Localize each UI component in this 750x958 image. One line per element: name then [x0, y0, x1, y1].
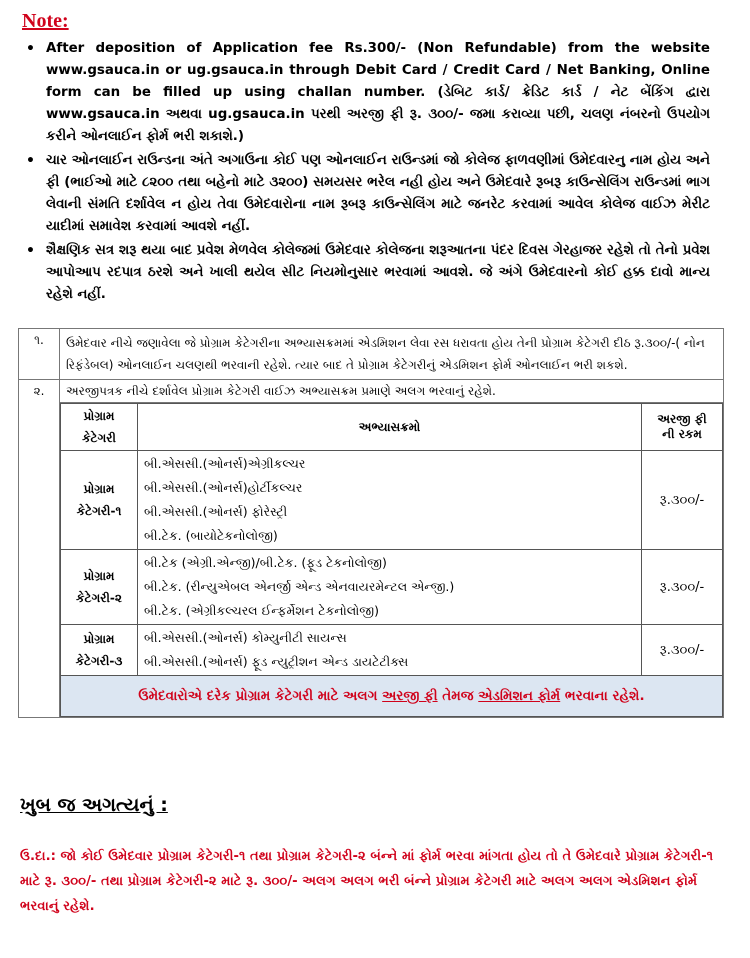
footer-banner — [61, 676, 723, 717]
footer-underlined-fee: અરજી ફી — [382, 688, 438, 704]
header-category-line1: પ્રોગ્રામ — [83, 409, 115, 423]
course-item: બી.ટેક. (એગ્રીકલ્ચરલ ઈન્ફર્મેશન ટેકનોલોજી) — [144, 603, 380, 618]
course-item: બી.એસસી.(ઓનર્સ) ફૂડ ન્યુટ્રીશન એન્ડ ડાયટેટીક્સ — [144, 654, 409, 669]
note-bullet — [20, 240, 710, 306]
table-row — [61, 550, 723, 625]
category-label — [61, 451, 138, 550]
category-table-cell — [60, 403, 724, 718]
category-line2: કેટેગરી-૧ — [76, 504, 122, 518]
fee-value: રૂ.૩૦૦/- — [642, 451, 723, 550]
category-line1: પ્રોગ્રામ — [83, 569, 115, 583]
important-heading: ખુબ જ અગત્યનું : — [20, 794, 168, 816]
category-label — [61, 625, 138, 676]
course-item: બી.ટેક. (બાયોટેકનોલોજી) — [144, 528, 278, 543]
footer-underlined-form: એડમિશન ફોર્મ — [478, 688, 561, 704]
bullet-icon: • — [26, 153, 35, 169]
bullet-icon: • — [26, 41, 35, 57]
course-item: બી.ટેક (એગ્રી.એન્જી)/બી.ટેક. (ફૂડ ટેકનોલોજી) — [144, 555, 387, 570]
instruction-row — [19, 329, 724, 380]
row-number: ૧. — [19, 329, 60, 380]
header-category-line2: કેટેગરી — [82, 431, 116, 445]
important-example: ઉ.દા.: જો કોઈ ઉમેદવાર પ્રોગ્રામ કેટેગરી-૧ તથા પ્રોગ્રામ કેટેગરી-૨ બંન્ને માં ફોર્મ ભરવા માંગતા હોય તો તે ઉમેદવારે પ્રોગ્રામ કેટેગરી-૧ માટે રૂ. ૩૦૦/- તથા પ્રોગ્રામ કેટેગરી-૨ માટે રૂ. ૩૦૦/- અલગ અલગ ભરી બંન્ને પ્રોગ્રામ કેટેગરી માટે અલગ અલગ એડમિશન ફોર્મ ભરવાનું રહેશે. — [20, 849, 714, 914]
course-list — [138, 550, 642, 625]
header-category — [61, 404, 138, 451]
course-list — [138, 451, 642, 550]
header-fee-line2: ની રકમ — [662, 427, 702, 441]
category-line2: કેટેગરી-૨ — [76, 591, 122, 605]
fee-value: રૂ.૩૦૦/- — [642, 550, 723, 625]
course-item: બી.એસસી.(ઓનર્સ)એગ્રીકલ્ચર — [144, 456, 306, 471]
row-text: અરજીપત્રક નીચે દર્શાવેલ પ્રોગ્રામ કેટેગરી વાઈઝ અભ્યાસક્રમ પ્રમાણે અલગ ભરવાનું રહેશે. — [60, 380, 724, 403]
course-item: બી.એસસી.(ઓનર્સ) કોમ્યુનીટી સાયન્સ — [144, 630, 347, 645]
category-fee-table — [60, 403, 723, 717]
note-bullet — [20, 38, 710, 148]
table-header-row — [61, 404, 723, 451]
note-bullet-text: After deposition of Application fee Rs.300/- (Non Refundable) from the website www.gsauca.in or ug.gsauca.in through Debit Card / Credit Card / Net Banking, Online form can be filled up using challan number. (ડેબિટ કાર્ડ/ ક્રેડિટ કાર્ડ / નેટ બેંકિંગ દ્વારા www.gsauca.in અથવા ug.gsauca.in પરથી અરજી ફી રૂ. ૩૦૦/- જમા કરાવ્યા પછી, ચલણ નંબરનો ઉપયોગ કરીને ઓનલાઈન ફોર્મ ભરી શકાશે.) — [46, 41, 710, 144]
category-table-row — [19, 403, 724, 718]
course-item: બી.એસસી.(ઓનર્સ) ફોરેસ્ટ્રી — [144, 504, 288, 519]
note-bullet — [20, 150, 710, 238]
footer-text: ભરવાના રહેશે. — [560, 688, 645, 704]
course-item: બી.એસસી.(ઓનર્સ)હોર્ટીકલ્ચર — [144, 480, 303, 495]
category-line1: પ્રોગ્રામ — [83, 482, 115, 496]
course-item: બી.ટેક. (રીન્યુએબલ એનર્જી એન્ડ એનવાયરમેન્ટલ એન્જી.) — [144, 579, 455, 594]
course-list — [138, 625, 642, 676]
note-bullet-text: ચાર ઓનલાઈન રાઉન્ડના અંતે અગાઉના કોઈ પણ ઓનલાઈન રાઉન્ડમાં જો કોલેજ ફાળવણીમાં ઉમેદવારનુ નામ હોય અને ફી (ભાઈઓ માટે ૮૨૦૦ તથા બહેનો માટે ૩૨૦૦) સમયસર ભરેલ નહી હોય અને ઉમેદવારે રૂબરૂ કાઉન્સેલિંગ રાઉન્ડમાં ભાગ લેવાની સંમતિ દર્શાવેલ ન હોય તેવા ઉમેદવારોના નામ રૂબરૂ કાઉન્સેલિંગ માટે જનરેટ કરવામાં આવેલ કોલેજ વાઈઝ મેરીટ યાદીમાં સમાવેશ કરવામાં આવશે નહીં. — [46, 153, 710, 234]
category-line1: પ્રોગ્રામ — [83, 632, 115, 646]
note-bullet-text: શૈક્ષણિક સત્ર શરૂ થયા બાદ પ્રવેશ મેળવેલ કોલેજમાં ઉમેદવાર કોલેજના શરૂઆતના પંદર દિવસ ગેરહાજર રહેશે તો તેનો પ્રવેશ આપોઆપ રદપાત્ર ઠરશે અને ખાલી થયેલ સીટ નિયમોનુસાર ભરવામાં આવશે. જે અંગે ઉમેદવારનો કોઈ હક્ક દાવો માન્ય રહેશે નહીં. — [46, 243, 710, 302]
note-title: Note: — [22, 10, 69, 32]
category-label — [61, 550, 138, 625]
instructions-table — [18, 328, 724, 718]
row-text: ઉમેદવાર નીચે જણાવેલા જે પ્રોગ્રામ કેટેગરીના અભ્યાસક્રમમાં એડમિશન લેવા રસ ધરાવતા હોય તેની પ્રોગ્રામ કેટેગરી દીઠ રૂ.૩૦૦/-( નોન રિફંડેબલ) ઓનલાઈન ચલણથી ભરવાની રહેશે. ત્યાર બાદ તે પ્રોગ્રામ કેટેગરીનું એડમિશન ફોર્મ ઓનલાઈન ભરી શકશે. — [60, 329, 724, 380]
fee-value: રૂ.૩૦૦/- — [642, 625, 723, 676]
footer-banner-row — [61, 676, 723, 717]
header-courses: અભ્યાસક્રમો — [138, 404, 642, 451]
header-fee — [642, 404, 723, 451]
note-bullet-list — [20, 38, 710, 308]
category-line2: કેટેગરી-૩ — [75, 654, 123, 668]
footer-text: ઉમેદવારોએ દરેક પ્રોગ્રામ કેટેગરી માટે અલગ — [138, 688, 383, 704]
footer-text: તેમજ — [437, 688, 479, 704]
table-row — [61, 451, 723, 550]
header-fee-line1: અરજી ફી — [657, 412, 707, 426]
instruction-row — [19, 380, 724, 403]
table-row — [61, 625, 723, 676]
bullet-icon: • — [26, 243, 35, 259]
row-number: ૨. — [19, 380, 60, 718]
